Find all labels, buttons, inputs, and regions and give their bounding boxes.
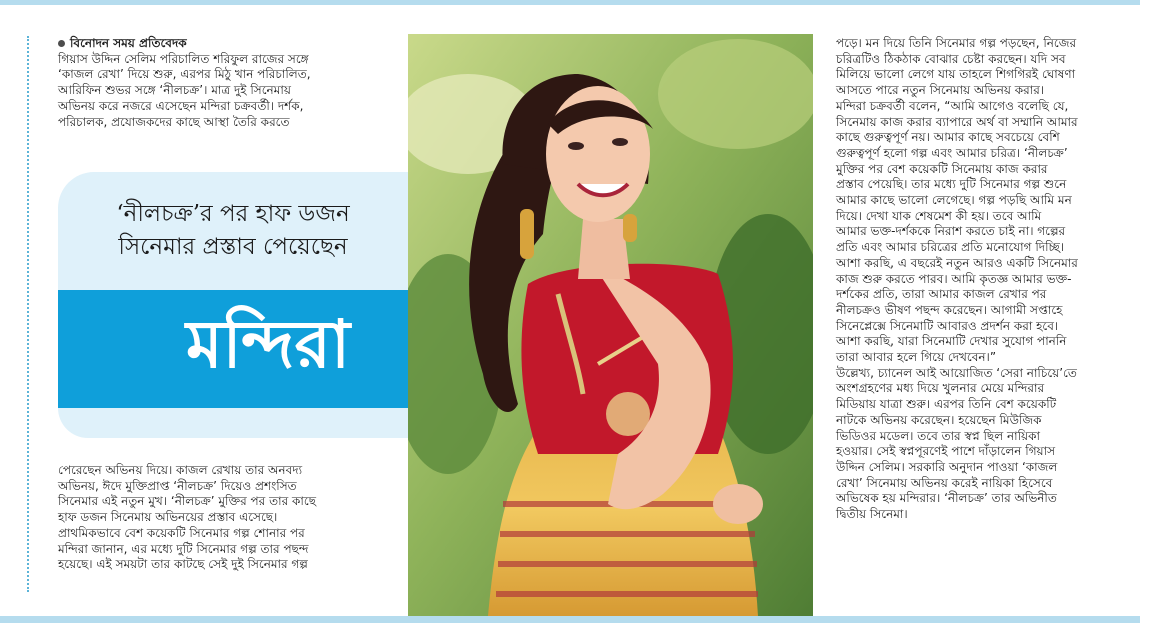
text-line: সিনেমায় কাজ করার ব্যাপারে অর্থ বা সম্মানি আমার [836, 114, 1078, 129]
text-line: আমার ভক্ত-দর্শককে নিরাশ করতে চাই না। গল্পের [836, 224, 1066, 239]
left-column-text [58, 463, 398, 573]
text-line: অংশগ্রহণের মধ্য দিয়ে খুলনার মেয়ে মন্দিরার [836, 381, 1045, 396]
text-line: আরিফিন শুভর সঙ্গে ‘নীলচক্র’। মাত্র দুই সিনেমায় [58, 83, 291, 98]
dotted-column-rule [27, 36, 29, 592]
text-line: দর্শকের প্রতি, তারা আমার কাজল রেখার পর [836, 287, 1047, 302]
text-line: মিডিয়ায় যাত্রা শুরু। এরপর তিনি বেশ কয়েকটি [836, 397, 1057, 412]
text-line: গিয়াস উদ্দিন সেলিম পরিচালিত শরিফুল রাজের সঙ্গে [58, 51, 309, 66]
text-line: আসতে পারে নতুন সিনেমায় অভিনয় করার। [836, 83, 1045, 98]
text-line: হওয়ার। সেই স্বপ্নপূরণেই পাশে দাঁড়ালেন গিয়াস [836, 444, 1056, 459]
text-line: তারা আবার হলে গিয়ে দেখবেন।” [836, 350, 997, 365]
text-line: অভিনয় করে নজরে এসেছেন মন্দিরা চক্রবর্তী। দর্শক, [58, 98, 304, 113]
text-line: কাজ শুরু করতে পারব। আমি কৃতজ্ঞ আমার ভক্ত- [836, 271, 1072, 286]
text-line: ‘কাজল রেখা’ দিয়ে শুরু, এরপর মিঠু খান পরিচালিত, [58, 67, 311, 82]
text-line: উদ্দিন সেলিম। সরকারি অনুদান পাওয়া ‘কাজল [836, 459, 1058, 474]
headline-line: ‘নীলচক্র’র পর হাফ ডজন [116, 201, 350, 227]
bottom-border [0, 616, 1140, 623]
top-border [0, 0, 1140, 5]
photo-illustration [408, 34, 813, 616]
name-title: মন্দিরা [186, 305, 350, 383]
text-line: চরিত্রটিও ঠিকঠাক বোঝার চেষ্টা করছেন। যদি সব [836, 51, 1066, 66]
text-line: নাটকে অভিনয় করেছেন। হয়েছেন মিউজিক [836, 412, 1042, 427]
headline-box [58, 172, 408, 290]
text-line: অভিনয়, ঈদে মুক্তিপ্রাপ্ত ‘নীলচক্র’ দিয়েও প্রশংসিত [58, 478, 297, 493]
actress-photo [408, 34, 813, 616]
text-line: কাছে গুরুত্বপূর্ণ নয়। আমার কাছে সবচেয়ে বেশি [836, 130, 1060, 145]
text-line: নীলচক্রও ভীষণ পছন্দ করেছেন। আগামী সপ্তাহে [836, 302, 1063, 317]
text-line: মন্দিরা জানান, এর মধ্যে দুটি সিনেমার গল্প তার পছন্দ [58, 541, 309, 556]
text-line: আমার কাছে ভালো লেগেছে। গল্প পড়ছি আমি মন [836, 193, 1072, 208]
headline-line: সিনেমার প্রস্তাব পেয়েছেন [118, 234, 348, 260]
text-line: দ্বিতীয় সিনেমা। [836, 507, 908, 522]
intro-text [58, 36, 398, 130]
headline-box-tail [58, 408, 408, 438]
name-banner [58, 290, 408, 408]
bullet-icon [58, 40, 65, 47]
text-line: প্রাথমিকভাবে বেশ কয়েকটি সিনেমার গল্প শোনার পর [58, 525, 305, 540]
text-line: মিলিয়ে ভালো লেগে যায় তাহলে শিগগিরই ঘোষণা [836, 67, 1076, 82]
text-line: পেরেছেন অভিনয় দিয়ে। কাজল রেখায় তার অনবদ্য [58, 463, 303, 477]
text-line: আশা করছি, এ বছরেই নতুন আরও একটি সিনেমার [836, 255, 1078, 270]
text-line: আশা করছি, যারা সিনেমাটি দেখার সুযোগ পাননি [836, 334, 1067, 349]
text-line: মুক্তির পর বেশ কয়েকটি সিনেমায় কাজ করার [836, 161, 1048, 176]
text-line: দিয়ে। দেখা যাক শেষমেশ কী হয়। তবে আমি [836, 208, 1042, 223]
text-line: মন্দিরা চক্রবর্তী বলেন, “আমি আগেও বলেছি যে, [836, 98, 1069, 113]
text-line: হয়েছে। এই সময়টা তার কাটছে সেই দুই সিনেমার গল্প [58, 557, 308, 572]
text-line: ভিডিওর মডেল। তবে তার স্বপ্ন ছিল নায়িকা [836, 428, 1040, 443]
text-line: পরিচালক, প্রযোজকদের কাছে আস্থা তৈরি করতে [58, 114, 290, 129]
text-line: অভিষেক হয় মন্দিরার। ‘নীলচক্র’ তার অভিনীত [836, 491, 1057, 506]
text-line: সিনেমার এই নতুন মুখ। ‘নীলচক্র’ মুক্তির পর তার কাছে [58, 494, 316, 509]
text-line: উল্লেখ্য, চ্যানেল আই আয়োজিত ‘সেরা নাচিয়ে’তে [836, 365, 1077, 380]
text-line: গুরুত্বপূর্ণ হলো গল্প এবং আমার চরিত্র। ‘নীলচক্র’ [836, 145, 1068, 160]
byline: বিনোদন সময় প্রতিবেদক [58, 36, 398, 52]
text-line: রেখা’ সিনেমায় অভিনয় করেই নায়িকা হিসেবে [836, 475, 1053, 490]
text-line: প্রতি এবং আমার চরিত্রের প্রতি মনোযোগ দিচ্ছি। [836, 240, 1065, 255]
text-line: সিনেপ্লেক্সে সিনেমাটি আবারও প্রদর্শন করা হবে। [836, 318, 1059, 333]
text-line: প্রস্তাব পেয়েছি। তার মধ্যে দুটি সিনেমার গল্প শুনে [836, 177, 1067, 192]
right-column-text [836, 36, 1136, 523]
text-line: হাফ ডজন সিনেমায় অভিনয়ের প্রস্তাব এসেছে। [58, 510, 278, 525]
text-line: পড়ে। মন দিয়ে তিনি সিনেমার গল্প পড়ছেন, নিজের [836, 36, 1077, 50]
